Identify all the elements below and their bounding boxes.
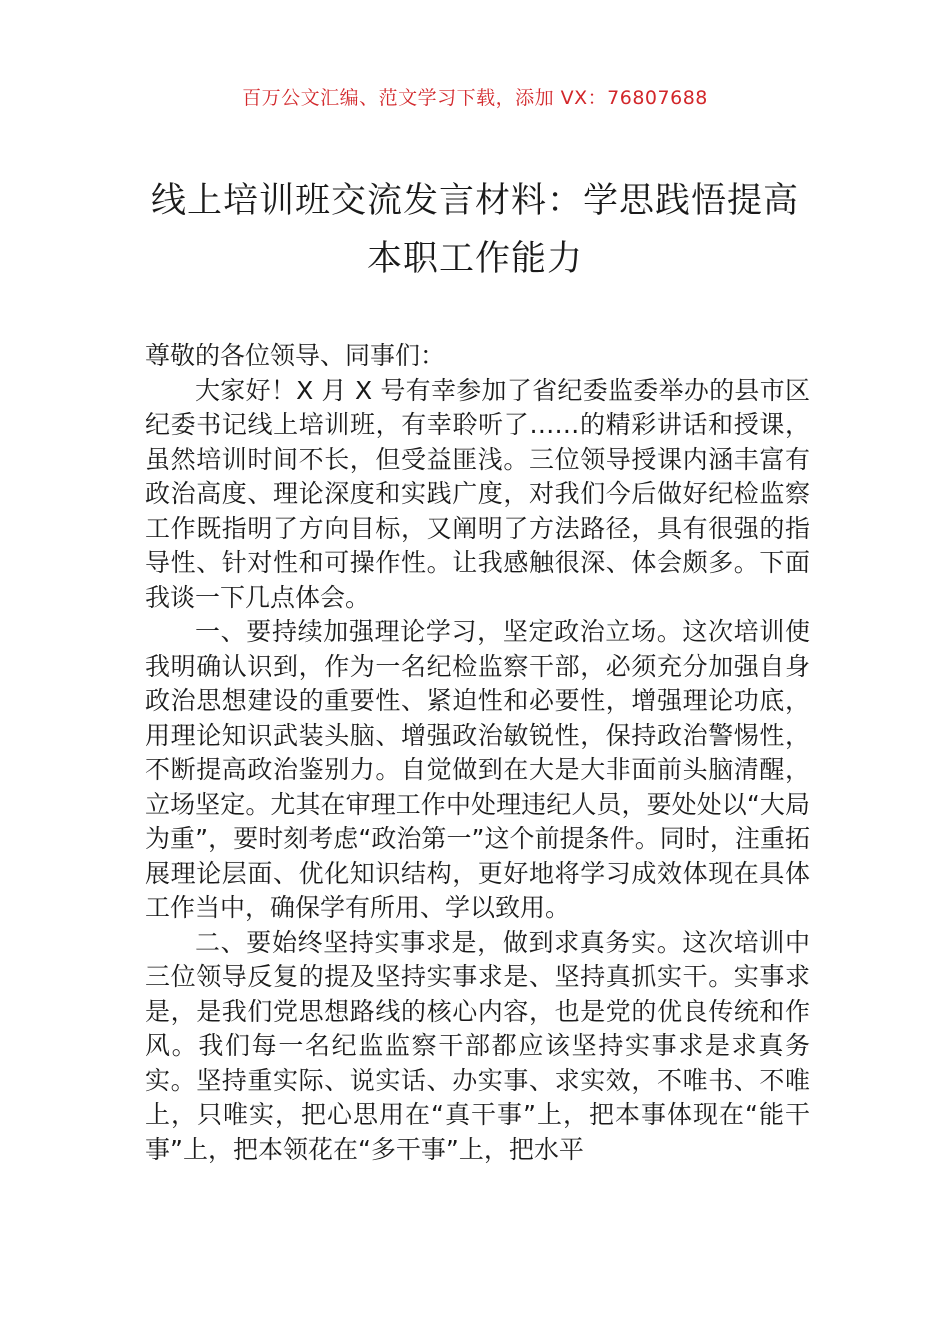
paragraph-point-one: 一、要持续加强理论学习，坚定政治立场。这次培训使我明确认识到，作为一名纪检监察干部，必须充分加强自身政治思想建设的重要性、紧迫性和必要性，增强理论功底，用理论知识武装头脑、增强政治敏锐性，保持政治警惕性，不断提高政治鉴别力。自觉做到在大是大非面前头脑清醒，立场坚定。尤其在审理工作中处理违纪人员，要处处以“大局为重”，要时刻考虑“政治第一”这个前提条件。同时，注重拓展理论层面、优化知识结构，更好地将学习成效体现在具体工作当中，确保学有所用、学以致用。 xyxy=(145,617,810,922)
document-title xyxy=(100,172,850,288)
title-line-2: 本职工作能力 xyxy=(366,239,583,279)
salutation: 尊敬的各位领导、同事们： xyxy=(145,341,446,370)
document-body xyxy=(145,339,810,1167)
header-note: 百万公文汇编、范文学习下载，添加 VX：76807688 xyxy=(242,87,708,109)
paragraph-intro: 大家好！X 月 X 号有幸参加了省纪委监委举办的县市区纪委书记线上培训班，有幸聆听了……的精彩讲话和授课，虽然培训时间不长，但受益匪浅。三位领导授课内涵丰富有政治高度、理论深度和实践广度，对我们今后做好纪检监察工作既指明了方向目标，又阐明了方法路径，具有很强的指导性、针对性和可操作性。让我感触很深、体会颇多。下面我谈一下几点体会。 xyxy=(145,375,810,612)
title-line-1: 线上培训班交流发言材料：学思践悟提高 xyxy=(150,181,799,221)
paragraph-point-two: 二、要始终坚持实事求是，做到求真务实。这次培训中三位领导反复的提及坚持实事求是、坚持真抓实干。实事求是，是我们党思想路线的核心内容，也是党的优良传统和作风。我们每一名纪监监察干部都应该坚持实事求是求真务实。坚持重实际、说实话、办实事、求实效，不唯书、不唯上，只唯实，把心思用在“真干事”上，把本事体现在“能干事”上，把本领花在“多干事”上，把水平 xyxy=(145,927,810,1164)
